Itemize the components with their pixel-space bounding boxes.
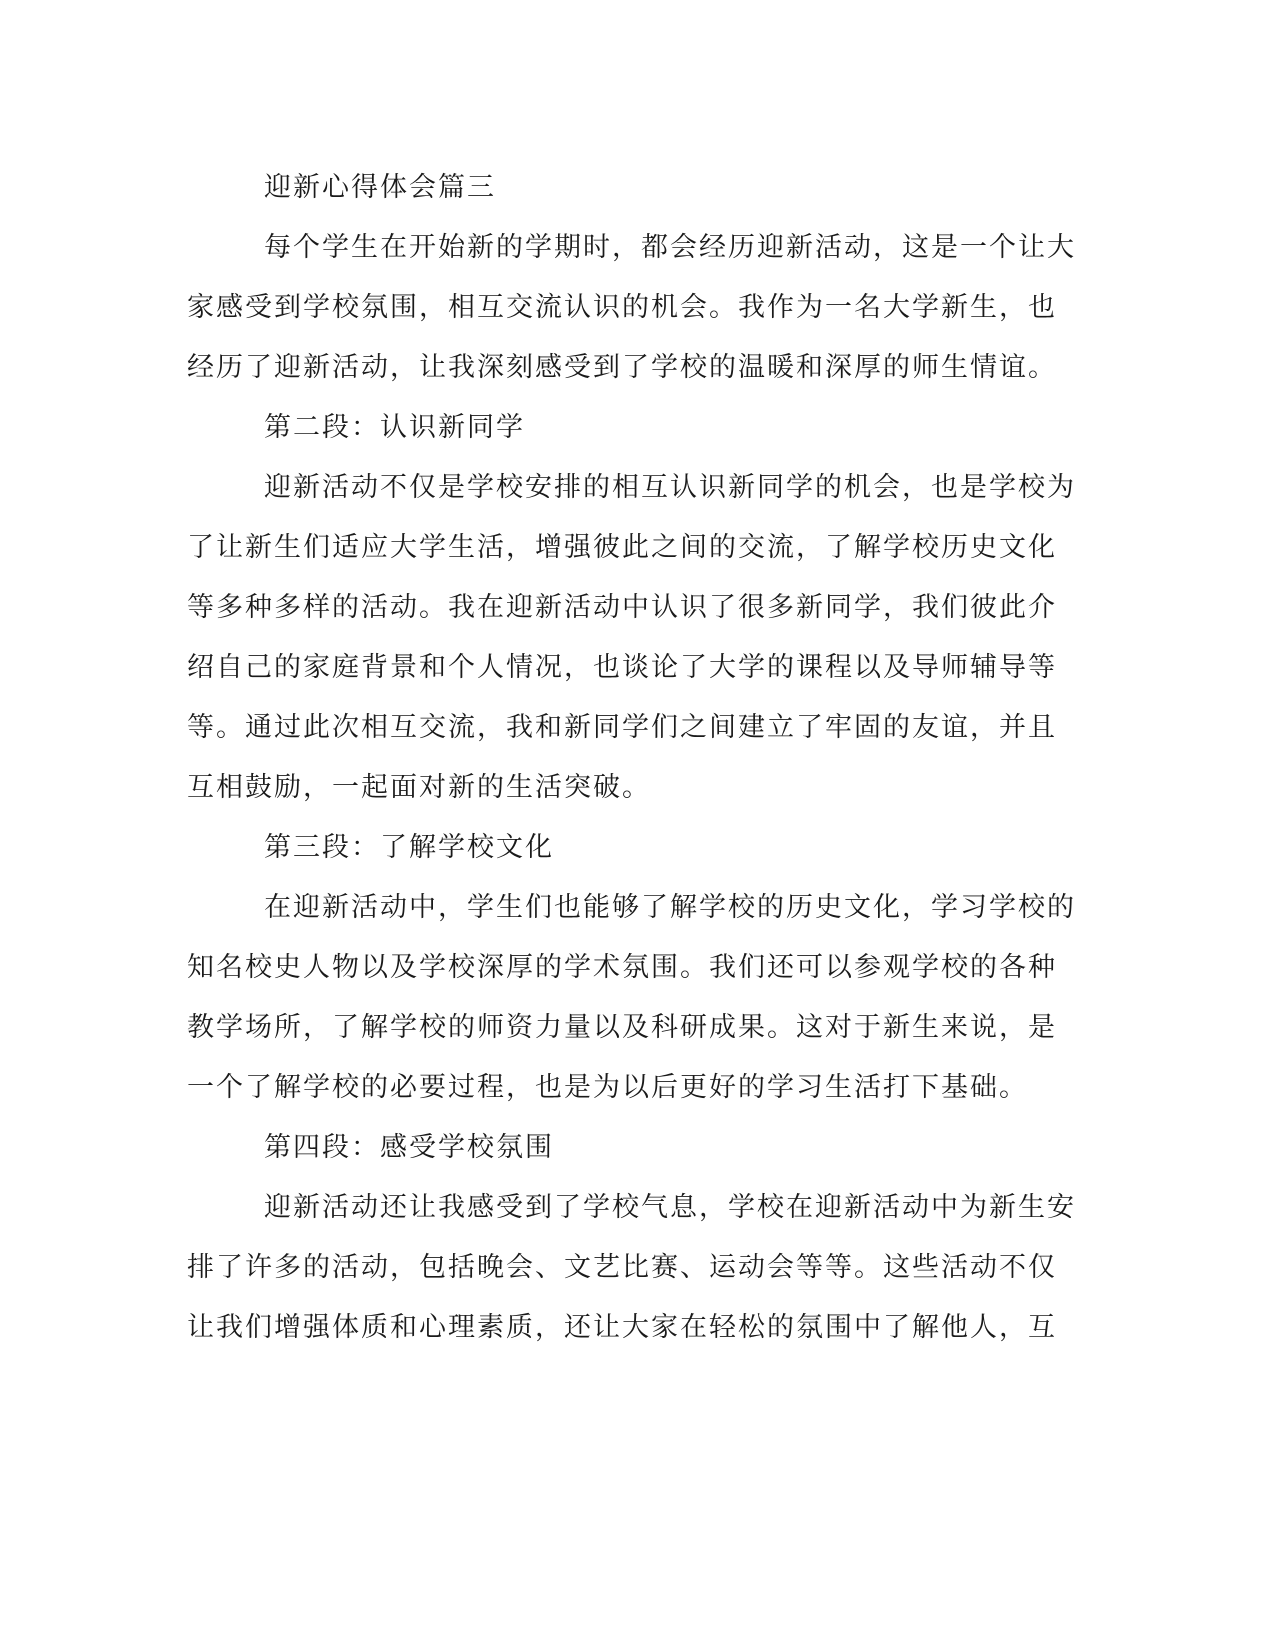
paragraph-line: 教学场所，了解学校的师资力量以及科研成果。这对于新生来说，是 bbox=[187, 1012, 1057, 1043]
paragraph-line: 迎新活动不仅是学校安排的相互认识新同学的机会，也是学校为 bbox=[264, 472, 1076, 503]
paragraph-line: 知名校史人物以及学校深厚的学术氛围。我们还可以参观学校的各种 bbox=[187, 952, 1057, 983]
section-heading: 第四段：感受学校氛围 bbox=[264, 1132, 554, 1163]
section-heading: 第二段：认识新同学 bbox=[264, 412, 525, 443]
paragraph-line: 让我们增强体质和心理素质，还让大家在轻松的氛围中了解他人，互 bbox=[187, 1312, 1057, 1343]
paragraph-line: 绍自己的家庭背景和个人情况，也谈论了大学的课程以及导师辅导等 bbox=[187, 652, 1057, 683]
paragraph-line: 等多种多样的活动。我在迎新活动中认识了很多新同学，我们彼此介 bbox=[187, 592, 1057, 623]
paragraph-line: 排了许多的活动，包括晚会、文艺比赛、运动会等等。这些活动不仅 bbox=[187, 1252, 1057, 1283]
paragraph-line: 互相鼓励，一起面对新的生活突破。 bbox=[187, 772, 651, 803]
paragraph-line: 在迎新活动中，学生们也能够了解学校的历史文化，学习学校的 bbox=[264, 892, 1076, 923]
paragraph-line: 了让新生们适应大学生活，增强彼此之间的交流，了解学校历史文化 bbox=[187, 532, 1057, 563]
paragraph-line: 家感受到学校氛围，相互交流认识的机会。我作为一名大学新生，也 bbox=[187, 292, 1057, 323]
section-title: 迎新心得体会篇三 bbox=[264, 172, 496, 203]
paragraph-line: 一个了解学校的必要过程，也是为以后更好的学习生活打下基础。 bbox=[187, 1072, 1028, 1103]
paragraph-line: 等。通过此次相互交流，我和新同学们之间建立了牢固的友谊，并且 bbox=[187, 712, 1057, 743]
section-heading: 第三段：了解学校文化 bbox=[264, 832, 554, 863]
document-body bbox=[187, 158, 1076, 1358]
paragraph-line: 每个学生在开始新的学期时，都会经历迎新活动，这是一个让大 bbox=[264, 232, 1076, 263]
paragraph-line: 迎新活动还让我感受到了学校气息，学校在迎新活动中为新生安 bbox=[264, 1192, 1076, 1223]
paragraph-line: 经历了迎新活动，让我深刻感受到了学校的温暖和深厚的师生情谊。 bbox=[187, 352, 1057, 383]
